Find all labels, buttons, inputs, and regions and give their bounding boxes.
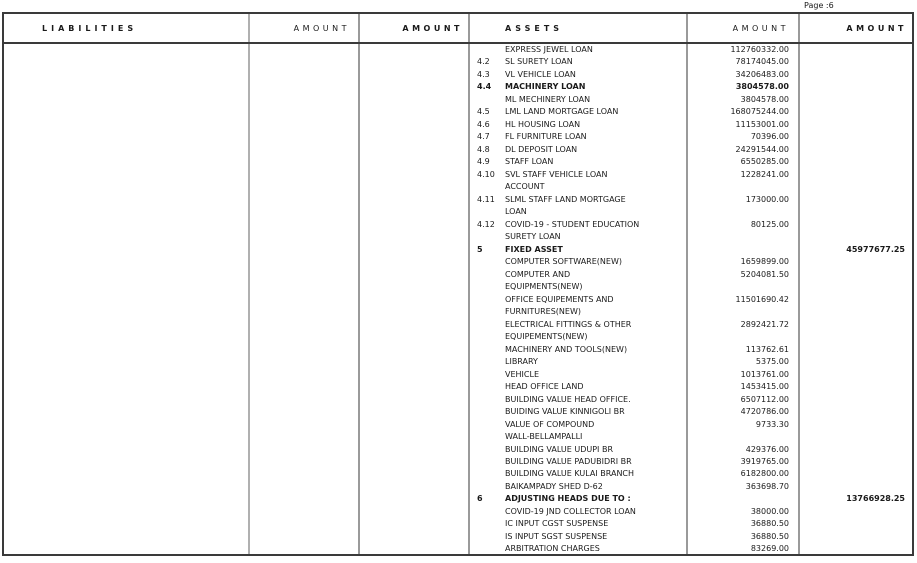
group-total	[798, 144, 912, 156]
liabilities-spacer	[4, 106, 468, 118]
item-number	[477, 381, 505, 393]
item-number	[477, 344, 505, 356]
item-amount: 112760332.00	[730, 45, 789, 54]
item-number	[477, 444, 505, 456]
group-total: 45977677.25	[846, 244, 905, 254]
item-label: IS INPUT SGST SUSPENSE	[505, 531, 608, 541]
item-number	[477, 394, 505, 406]
group-total	[798, 294, 912, 306]
page-number-label: Page :6	[804, 1, 834, 10]
liabilities-spacer	[4, 431, 468, 443]
header-liabilities-total: AMOUNT	[402, 23, 463, 33]
balance-sheet-table	[2, 12, 914, 556]
liabilities-spacer	[4, 394, 468, 406]
item-number	[477, 294, 505, 306]
item-amount	[686, 206, 798, 218]
table-row	[4, 319, 912, 331]
table-row	[4, 156, 912, 168]
item-amount: 3804578.00	[735, 82, 789, 92]
item-number	[477, 543, 505, 555]
liabilities-spacer	[4, 319, 468, 331]
item-amount: 6507112.00	[740, 394, 789, 404]
item-amount	[686, 231, 798, 243]
liabilities-spacer	[4, 156, 468, 168]
group-total	[798, 431, 912, 443]
group-total	[798, 481, 912, 493]
group-total	[798, 543, 912, 555]
item-number	[477, 431, 505, 443]
header-liabilities: LIABILITIES	[42, 23, 138, 33]
item-number	[477, 94, 505, 106]
item-amount: 1013761.00	[740, 369, 789, 379]
item-amount: 6550285.00	[740, 157, 789, 167]
item-amount: 3919765.00	[740, 456, 789, 466]
group-total	[798, 319, 912, 331]
table-row	[4, 331, 912, 343]
item-amount: 80125.00	[750, 219, 789, 229]
item-label: HL HOUSING LOAN	[505, 119, 581, 129]
liabilities-spacer	[4, 493, 468, 505]
group-total	[798, 156, 912, 168]
group-total	[798, 119, 912, 131]
table-row	[4, 256, 912, 268]
item-label: BUILDING VALUE UDUPI BR	[505, 444, 613, 454]
table-row	[4, 419, 912, 431]
table-row	[4, 381, 912, 393]
liabilities-spacer	[4, 244, 468, 256]
item-number: 4.2	[477, 57, 490, 67]
table-row	[4, 181, 912, 193]
table-row	[4, 306, 912, 318]
group-total	[798, 131, 912, 143]
group-total	[798, 456, 912, 468]
item-number	[477, 518, 505, 530]
item-label: LIBRARY	[505, 357, 538, 367]
group-total	[798, 369, 912, 381]
item-number	[477, 281, 505, 293]
header-assets: ASSETS	[505, 23, 564, 33]
table-row	[4, 119, 912, 131]
item-number: 4.7	[477, 132, 490, 142]
table-row	[4, 506, 912, 518]
item-label: SVL STAFF VEHICLE LOAN	[505, 169, 608, 179]
table-row	[4, 406, 912, 418]
table-row	[4, 69, 912, 81]
liabilities-spacer	[4, 194, 468, 206]
liabilities-spacer	[4, 119, 468, 131]
group-total	[798, 169, 912, 181]
item-number	[477, 319, 505, 331]
item-label: SURETY LOAN	[505, 232, 561, 242]
item-number	[477, 256, 505, 268]
item-number	[477, 356, 505, 368]
table-row	[4, 518, 912, 530]
group-total	[798, 419, 912, 431]
liabilities-spacer	[4, 419, 468, 431]
liabilities-spacer	[4, 294, 468, 306]
liabilities-spacer	[4, 231, 468, 243]
liabilities-spacer	[4, 144, 468, 156]
table-row	[4, 369, 912, 381]
liabilities-spacer	[4, 344, 468, 356]
item-label: ELECTRICAL FITTINGS & OTHER	[505, 319, 632, 329]
item-amount: 83269.00	[750, 544, 789, 554]
liabilities-spacer	[4, 356, 468, 368]
group-total	[798, 406, 912, 418]
liabilities-spacer	[4, 543, 468, 555]
item-number	[477, 331, 505, 343]
liabilities-spacer	[4, 69, 468, 81]
item-label: SLML STAFF LAND MORTGAGE	[505, 194, 626, 204]
item-label: VL VEHICLE LOAN	[505, 69, 576, 79]
item-label: VEHICLE	[505, 369, 539, 379]
group-total	[798, 256, 912, 268]
item-label: ACCOUNT	[505, 182, 545, 192]
group-total	[798, 106, 912, 118]
item-amount	[686, 281, 798, 293]
item-label: FIXED ASSET	[505, 244, 563, 254]
group-total	[798, 444, 912, 456]
item-number	[477, 181, 505, 193]
item-amount: 1453415.00	[740, 382, 789, 392]
item-label: COMPUTER AND	[505, 269, 571, 279]
item-label: WALL-BELLAMPALLI	[505, 432, 583, 442]
group-total	[798, 194, 912, 206]
item-label: VALUE OF COMPOUND	[505, 419, 595, 429]
item-label: COMPUTER SOFTWARE(NEW)	[505, 257, 622, 267]
item-label: ADJUSTING HEADS DUE TO :	[505, 494, 631, 504]
item-number: 4.3	[477, 69, 490, 79]
item-number: 4.8	[477, 144, 490, 154]
table-row	[4, 81, 912, 93]
item-label: OFFICE EQUIPEMENTS AND	[505, 294, 614, 304]
item-label: BUILDING VALUE PADUBIDRI BR	[505, 456, 632, 466]
liabilities-spacer	[4, 56, 468, 68]
item-label: STAFF LOAN	[505, 157, 554, 167]
liabilities-spacer	[4, 531, 468, 543]
table-row	[4, 468, 912, 480]
item-number: 4.4	[477, 82, 492, 92]
liabilities-spacer	[4, 44, 468, 56]
item-amount: 34206483.00	[735, 69, 789, 79]
item-amount: 173000.00	[745, 194, 789, 204]
table-row	[4, 244, 912, 256]
item-label: IC INPUT CGST SUSPENSE	[505, 519, 609, 529]
item-number	[477, 468, 505, 480]
item-amount: 168075244.00	[730, 107, 789, 117]
item-label: FL FURNITURE LOAN	[505, 132, 587, 142]
table-row	[4, 206, 912, 218]
item-amount	[686, 493, 798, 505]
item-amount: 11501690.42	[735, 294, 789, 304]
item-label: FURNITURES(NEW)	[505, 307, 581, 317]
group-total	[798, 69, 912, 81]
group-total	[798, 531, 912, 543]
item-amount: 5204081.50	[740, 269, 789, 279]
liabilities-spacer	[4, 269, 468, 281]
item-amount: 9733.30	[755, 419, 789, 429]
item-number	[477, 369, 505, 381]
item-label: BUILDING VALUE KULAI BRANCH	[505, 469, 635, 479]
table-row	[4, 144, 912, 156]
liabilities-spacer	[4, 81, 468, 93]
liabilities-spacer	[4, 331, 468, 343]
item-amount: 1659899.00	[740, 257, 789, 267]
table-row	[4, 194, 912, 206]
item-amount: 5375.00	[755, 357, 789, 367]
table-row	[4, 431, 912, 443]
header-assets-total: AMOUNT	[846, 23, 907, 33]
item-amount	[686, 181, 798, 193]
table-row	[4, 356, 912, 368]
item-label: EQUIPMENTS(NEW)	[505, 282, 583, 292]
table-row	[4, 269, 912, 281]
item-amount: 78174045.00	[735, 57, 789, 67]
liabilities-spacer	[4, 406, 468, 418]
item-number: 4.5	[477, 107, 490, 117]
item-number: 6	[477, 494, 483, 504]
group-total: 13766928.25	[846, 494, 905, 504]
table-row	[4, 294, 912, 306]
item-amount	[686, 331, 798, 343]
item-amount	[686, 306, 798, 318]
liabilities-spacer	[4, 468, 468, 480]
liabilities-spacer	[4, 94, 468, 106]
item-amount	[686, 244, 798, 256]
group-total	[798, 394, 912, 406]
item-number	[477, 206, 505, 218]
group-total	[798, 306, 912, 318]
item-label: MACHINERY LOAN	[505, 82, 586, 92]
item-label: LML LAND MORTGAGE LOAN	[505, 107, 619, 117]
item-label: ML MECHINERY LOAN	[505, 94, 591, 104]
table-row	[4, 281, 912, 293]
item-label: COVID-19 JND COLLECTOR LOAN	[505, 506, 636, 516]
item-label: DL DEPOSIT LOAN	[505, 144, 578, 154]
item-amount: 1228241.00	[740, 169, 789, 179]
table-row	[4, 94, 912, 106]
item-amount: 6182800.00	[740, 469, 789, 479]
table-row	[4, 444, 912, 456]
table-row	[4, 493, 912, 505]
table-row	[4, 481, 912, 493]
group-total	[798, 356, 912, 368]
item-amount: 113762.61	[745, 344, 789, 354]
header-assets-amount: AMOUNT	[732, 23, 789, 33]
liabilities-spacer	[4, 456, 468, 468]
table-row	[4, 543, 912, 555]
item-number	[477, 269, 505, 281]
group-total	[798, 44, 912, 56]
liabilities-spacer	[4, 369, 468, 381]
item-amount: 4720786.00	[740, 407, 789, 417]
item-amount: 3804578.00	[740, 94, 789, 104]
table-row	[4, 106, 912, 118]
item-number	[477, 44, 505, 56]
group-total	[798, 94, 912, 106]
item-label: BAIKAMPADY SHED D-62	[505, 481, 603, 491]
table-row	[4, 169, 912, 181]
table-row	[4, 531, 912, 543]
item-number: 4.11	[477, 194, 495, 204]
item-number: 4.6	[477, 119, 490, 129]
liabilities-spacer	[4, 169, 468, 181]
item-amount: 429376.00	[745, 444, 789, 454]
table-row	[4, 456, 912, 468]
group-total	[798, 219, 912, 231]
group-total	[798, 181, 912, 193]
liabilities-spacer	[4, 481, 468, 493]
liabilities-spacer	[4, 131, 468, 143]
item-number: 5	[477, 244, 483, 254]
group-total	[798, 231, 912, 243]
item-number: 4.10	[477, 169, 495, 179]
table-body	[4, 44, 912, 556]
group-total	[798, 381, 912, 393]
item-amount: 2892421.72	[740, 319, 789, 329]
item-amount: 363698.70	[745, 481, 789, 491]
liabilities-spacer	[4, 206, 468, 218]
group-total	[798, 269, 912, 281]
item-amount: 11153001.00	[735, 119, 789, 129]
item-amount: 36880.50	[750, 531, 789, 541]
item-number	[477, 481, 505, 493]
liabilities-spacer	[4, 256, 468, 268]
item-label: BUIDING VALUE KINNIGOLI BR	[505, 407, 625, 417]
group-total	[798, 81, 912, 93]
item-number	[477, 456, 505, 468]
item-amount: 36880.50	[750, 519, 789, 529]
item-amount: 70396.00	[750, 132, 789, 142]
item-label: LOAN	[505, 207, 527, 217]
liabilities-spacer	[4, 444, 468, 456]
item-number	[477, 531, 505, 543]
table-row	[4, 219, 912, 231]
item-number	[477, 406, 505, 418]
item-number: 4.12	[477, 219, 495, 229]
liabilities-spacer	[4, 306, 468, 318]
table-row	[4, 394, 912, 406]
liabilities-spacer	[4, 518, 468, 530]
item-amount: 38000.00	[750, 506, 789, 516]
item-label: BUILDING VALUE HEAD OFFICE.	[505, 394, 631, 404]
item-number: 4.9	[477, 157, 490, 167]
liabilities-spacer	[4, 181, 468, 193]
group-total	[798, 56, 912, 68]
table-row	[4, 231, 912, 243]
item-label: HEAD OFFICE LAND	[505, 382, 584, 392]
item-label: SL SURETY LOAN	[505, 57, 573, 67]
table-row	[4, 44, 912, 56]
liabilities-spacer	[4, 381, 468, 393]
table-header	[4, 14, 912, 44]
group-total	[798, 331, 912, 343]
item-number	[477, 419, 505, 431]
group-total	[798, 506, 912, 518]
group-total	[798, 468, 912, 480]
liabilities-spacer	[4, 219, 468, 231]
item-number	[477, 506, 505, 518]
item-number	[477, 306, 505, 318]
group-total	[798, 518, 912, 530]
table-row	[4, 131, 912, 143]
group-total	[798, 206, 912, 218]
item-label: ARBITRATION CHARGES	[505, 544, 600, 554]
header-liabilities-amount: AMOUNT	[293, 23, 350, 33]
item-amount: 24291544.00	[735, 144, 789, 154]
item-label: COVID-19 - STUDENT EDUCATION	[505, 219, 640, 229]
item-number	[477, 231, 505, 243]
liabilities-spacer	[4, 281, 468, 293]
liabilities-spacer	[4, 506, 468, 518]
table-row	[4, 56, 912, 68]
item-label: EXPRESS JEWEL LOAN	[505, 45, 593, 54]
item-label: EQUIPEMENTS(NEW)	[505, 332, 588, 342]
group-total	[798, 281, 912, 293]
item-amount	[686, 431, 798, 443]
table-row	[4, 344, 912, 356]
item-label: MACHINERY AND TOOLS(NEW)	[505, 344, 628, 354]
group-total	[798, 344, 912, 356]
